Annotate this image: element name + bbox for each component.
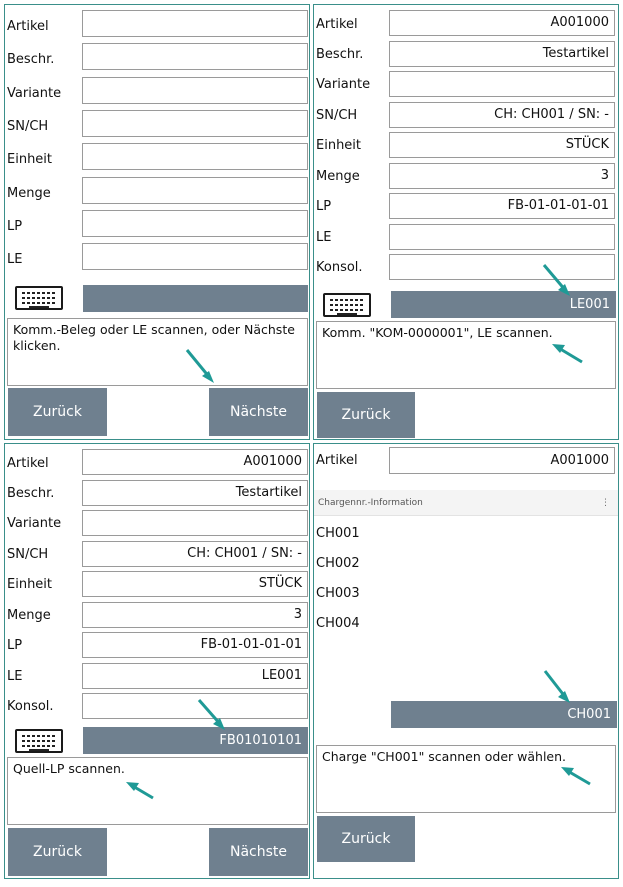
annotation-arrow (314, 444, 619, 879)
field-sn-ch[interactable]: CH: CH001 / SN: - (389, 102, 615, 128)
back-button[interactable]: Zurück (317, 392, 415, 438)
field-einheit[interactable]: STÜCK (82, 571, 308, 597)
label-artikel: Artikel (7, 456, 49, 471)
label-einheit: Einheit (7, 577, 53, 592)
field-artikel[interactable]: A001000 (389, 10, 615, 36)
screen-4 (313, 443, 619, 879)
label-lp: LP (7, 638, 23, 653)
label-variante: Variante (7, 516, 62, 531)
field-menge[interactable]: 3 (389, 163, 615, 189)
screen-2 (313, 4, 619, 440)
label-le: LE (7, 669, 23, 684)
field-le[interactable]: LE001 (82, 663, 308, 689)
message-box: Komm. "KOM-0000001", LE scannen. (316, 321, 616, 389)
annotation-arrow (5, 5, 310, 440)
next-button[interactable]: Nächste (209, 388, 308, 436)
scan-bar[interactable]: FB01010101 (83, 727, 308, 754)
label-beschr: Beschr. (316, 47, 364, 62)
field-artikel[interactable]: A001000 (82, 449, 308, 475)
label-menge: Menge (316, 169, 360, 184)
annotation-arrow (5, 444, 310, 879)
label-sn-ch: SN/CH (7, 547, 49, 562)
label-lp: LP (316, 199, 332, 214)
message-box: Komm.-Beleg oder LE scannen, oder Nächste klicken. (7, 318, 308, 386)
label-sn-ch: SN/CH (7, 119, 49, 134)
field-menge[interactable]: 3 (82, 602, 308, 628)
label-artikel: Artikel (7, 19, 49, 34)
label-lp: LP (7, 219, 23, 234)
label-artikel: Artikel (316, 17, 358, 32)
annotation-arrow (314, 5, 619, 440)
label-variante: Variante (316, 77, 371, 92)
field-einheit[interactable]: STÜCK (389, 132, 615, 158)
batch-item[interactable]: CH004 (316, 616, 360, 631)
field-lp[interactable]: FB-01-01-01-01 (389, 193, 615, 219)
back-button[interactable]: Zurück (8, 388, 107, 436)
batch-item[interactable]: CH003 (316, 586, 360, 601)
label-variante: Variante (7, 86, 62, 101)
label-le: LE (316, 230, 332, 245)
field-lp[interactable]: FB-01-01-01-01 (82, 632, 308, 658)
batch-info-title: Chargennr.-Information (318, 498, 423, 508)
batch-item[interactable]: CH002 (316, 556, 360, 571)
field-sn-ch[interactable]: CH: CH001 / SN: - (82, 541, 308, 567)
message-box: Quell-LP scannen. (7, 757, 308, 825)
screen-1 (4, 4, 310, 440)
label-einheit: Einheit (7, 152, 53, 167)
label-sn-ch: SN/CH (316, 108, 358, 123)
more-vert-icon[interactable]: ⋮ (601, 498, 610, 508)
label-menge: Menge (7, 608, 51, 623)
label-beschr: Beschr. (7, 52, 55, 67)
message-box: Charge "CH001" scannen oder wählen. (316, 745, 616, 813)
field-beschr[interactable]: Testartikel (82, 480, 308, 506)
scan-bar[interactable]: CH001 (391, 701, 617, 728)
scan-bar[interactable]: LE001 (391, 291, 616, 318)
label-einheit: Einheit (316, 138, 362, 153)
label-konsol: Konsol. (316, 260, 363, 275)
label-artikel: Artikel (316, 453, 358, 468)
field-beschr[interactable]: Testartikel (389, 41, 615, 67)
back-button[interactable]: Zurück (317, 816, 415, 862)
field-artikel[interactable]: A001000 (389, 447, 615, 474)
label-konsol: Konsol. (7, 699, 54, 714)
next-button[interactable]: Nächste (209, 828, 308, 876)
label-menge: Menge (7, 186, 51, 201)
back-button[interactable]: Zurück (8, 828, 107, 876)
screen-3 (4, 443, 310, 879)
batch-item[interactable]: CH001 (316, 526, 360, 541)
label-beschr: Beschr. (7, 486, 55, 501)
label-le: LE (7, 252, 23, 267)
